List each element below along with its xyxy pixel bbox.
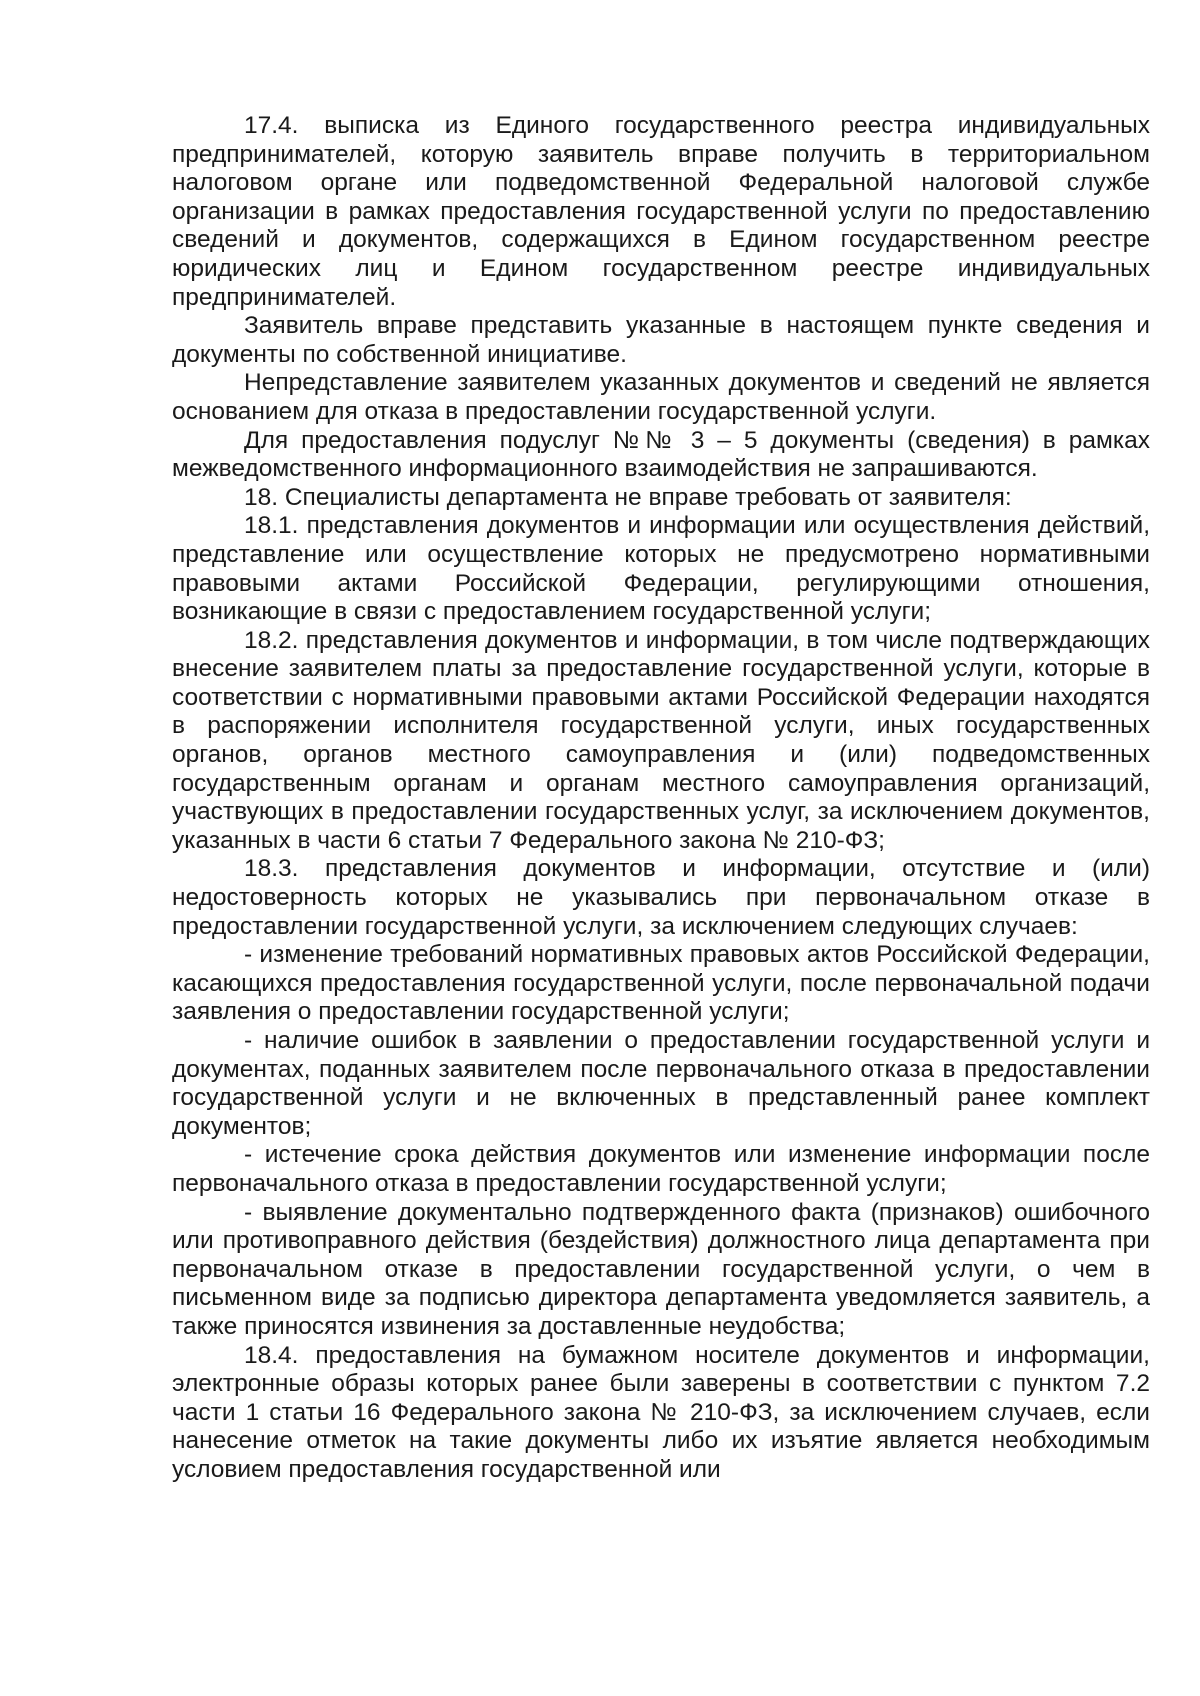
paragraph-18-2: 18.2. представления документов и информации, в том числе подтверждающих внесение заявителем платы за предоставление государственной услуги, которые в соответствии с нормативными правовыми актами Российской Федерации находятся в распоряжении исполнителя государственной услуги, иных государственных органов, органов местного самоуправления и (или) подведомственных государственным органам и органам местного самоуправления организаций, участвующих в предоставлении государственных услуг, за исключением документов, указанных в части 6 статьи 7 Федерального закона № 210-ФЗ;	[172, 626, 1150, 854]
list-item-requirements-change: - изменение требований нормативных правовых актов Российской Федерации, касающихся предоставления государственной услуги, после первоначальной подачи заявления о предоставлении государственной услуги;	[172, 941, 1150, 1026]
document-body	[172, 112, 1150, 1485]
paragraph-subservices: Для предоставления подуслуг №№ 3 – 5 документы (сведения) в рамках межведомственного информационного взаимодействия не запрашиваются.	[172, 426, 1150, 483]
paragraph-18-3: 18.3. представления документов и информации, отсутствие и (или) недостоверность которых не указывались при первоначальном отказе в предоставлении государственной услуги, за исключением следующих случаев:	[172, 855, 1150, 940]
paragraph-18-1: 18.1. представления документов и информации или осуществления действий, представление или осуществление которых не предусмотрено нормативными правовыми актами Российской Федерации, регулирующими отношения, возникающие в связи с предоставлением государственной услуги;	[172, 512, 1150, 626]
list-item-expiry: - истечение срока действия документов или изменение информации после первоначального отказа в предоставлении государственной услуги;	[172, 1141, 1150, 1197]
paragraph-17-4: 17.4. выписка из Единого государственного реестра индивидуальных предпринимателей, которую заявитель вправе получить в территориальном налоговом органе или подведомственной Федеральной налоговой службе организации в рамках предоставления государственной услуги по предоставлению сведений и документов, содержащихся в Едином государственном реестре юридических лиц и Едином государственном реестре индивидуальных предпринимателей.	[172, 112, 1150, 311]
paragraph-18: 18. Специалисты департамента не вправе требовать от заявителя:	[244, 483, 1012, 511]
paragraph-applicant-right: Заявитель вправе представить указанные в настоящем пункте сведения и документы по собственной инициативе.	[172, 312, 1150, 368]
list-item-errors: - наличие ошибок в заявлении о предоставлении государственной услуги и документах, поданных заявителем после первоначального отказа в предоставлении государственной услуги и не включенных в представленный ранее комплект документов;	[172, 1027, 1150, 1140]
paragraph-18-4: 18.4. предоставления на бумажном носителе документов и информации, электронные образы которых ранее были заверены в соответствии с пунктом 7.2 части 1 статьи 16 Федерального закона № 210-ФЗ, за исключением случаев, если нанесение отметок на такие документы либо их изъятие является необходимым условием предоставления государственной или	[172, 1341, 1150, 1483]
list-item-wrongful-action: - выявление документально подтвержденного факта (признаков) ошибочного или противоправного действия (бездействия) должностного лица департамента при первоначальном отказе в предоставлении государственной услуги, о чем в письменном виде за подписью директора департамента уведомляется заявитель, а также приносятся извинения за доставленные неудобства;	[172, 1198, 1150, 1340]
paragraph-non-submission: Непредставление заявителем указанных документов и сведений не является основанием для отказа в предоставлении государственной услуги.	[172, 369, 1150, 425]
